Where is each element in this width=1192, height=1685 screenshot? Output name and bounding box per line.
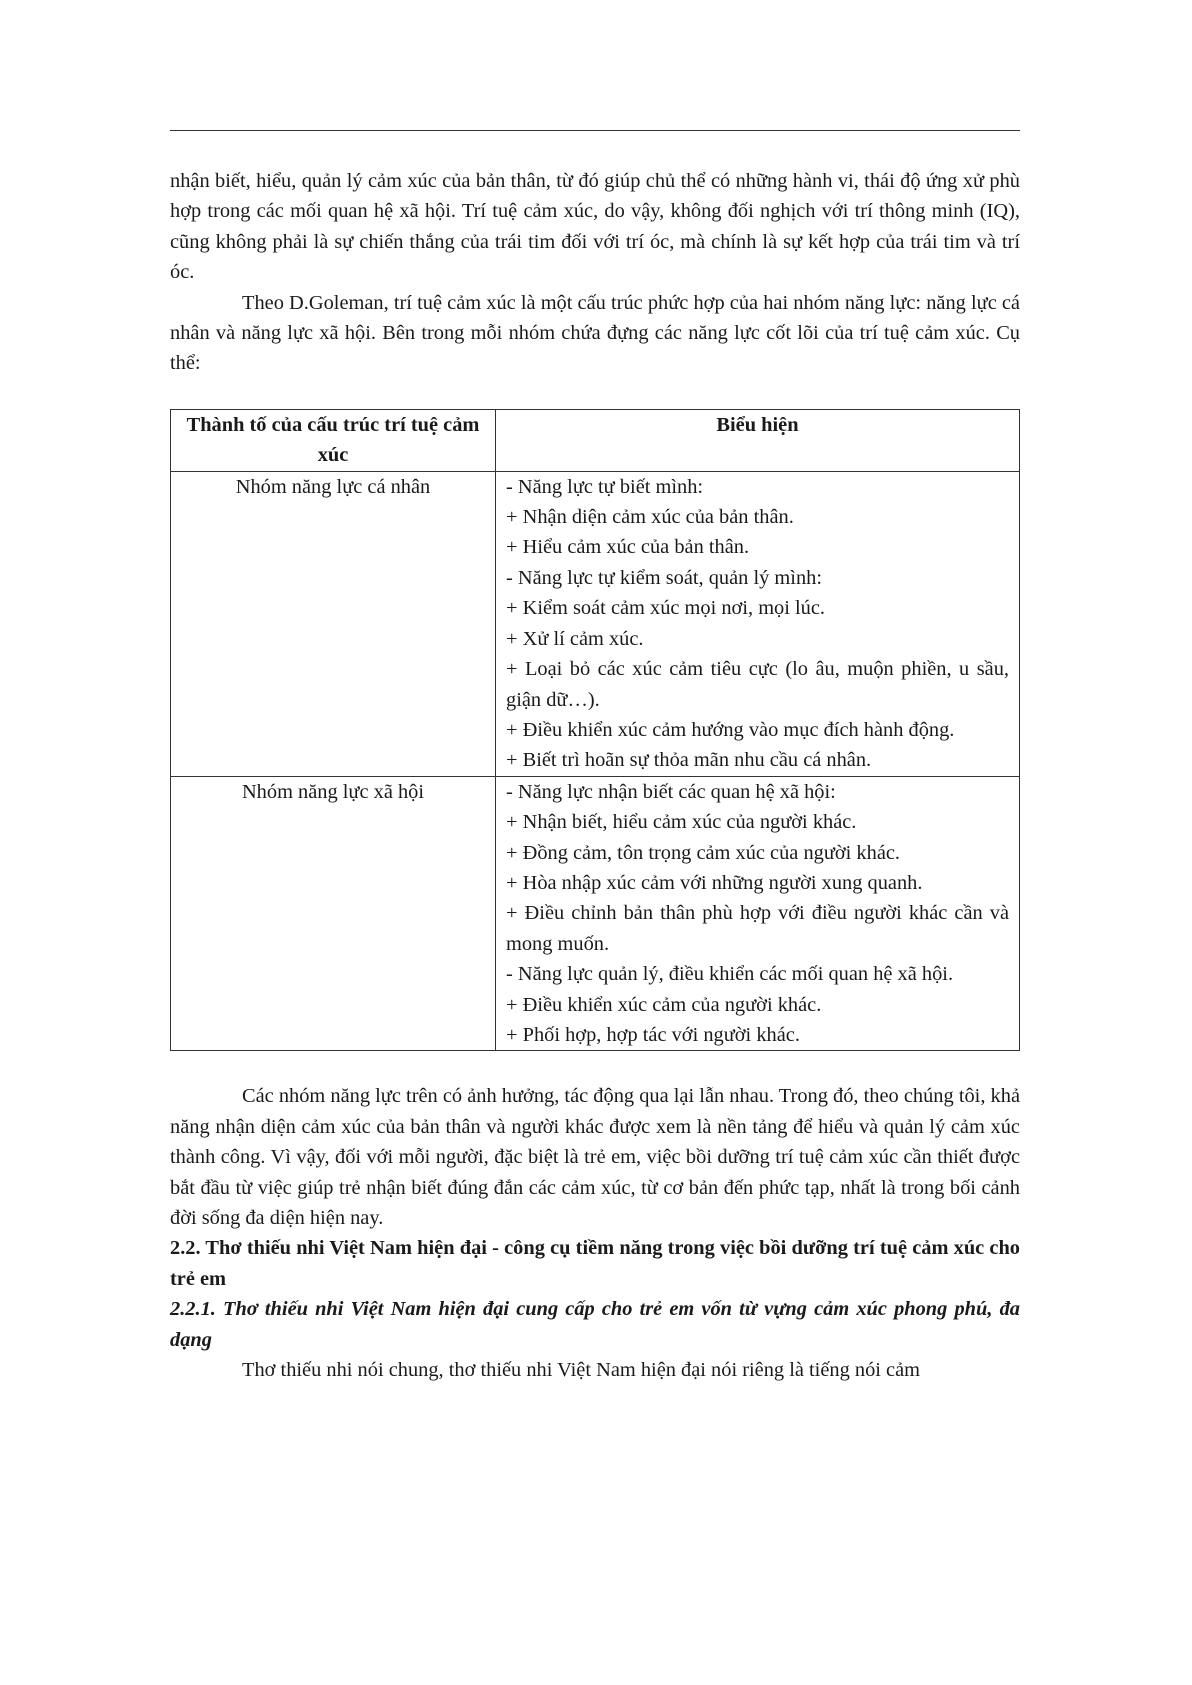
table-group-personal: Nhóm năng lực cá nhân [171,471,496,776]
section-heading-2-2: 2.2. Thơ thiếu nhi Việt Nam hiện đại - công cụ tiềm năng trong việc bồi dưỡng trí tuệ cảm xúc cho trẻ em [170,1237,1020,1290]
table-header-row [171,409,1020,471]
table-line: + Hòa nhập xúc cảm với những người xung quanh. [506,871,923,894]
table-expressions-social [496,776,1020,1051]
page-content [170,166,1020,1385]
final-paragraph: Thơ thiếu nhi nói chung, thơ thiếu nhi Việt Nam hiện đại nói riêng là tiếng nói cảm [242,1359,920,1382]
table-line: + Xử lí cảm xúc. [506,627,644,650]
table-line: + Điều khiển xúc cảm hướng vào mục đích hành động. [506,718,955,741]
table-line: + Hiểu cảm xúc của bản thân. [506,536,750,559]
table-row [171,776,1020,1051]
table-line: + Đồng cảm, tôn trọng cảm xúc của người khác. [506,841,901,864]
table-line: - Năng lực tự kiểm soát, quản lý mình: [506,566,823,589]
table-line: + Điều khiển xúc cảm của người khác. [506,993,822,1016]
table-line: + Phối hợp, hợp tác với người khác. [506,1023,800,1046]
table-line: + Loại bỏ các xúc cảm tiêu cực (lo âu, muộn phiền, u sầu, giận dữ…). [506,658,1009,711]
table-line: - Năng lực nhận biết các quan hệ xã hội: [506,780,836,803]
table-header-component: Thành tố của cấu trúc trí tuệ cảm xúc [171,409,496,471]
after-table-paragraph: Các nhóm năng lực trên có ảnh hưởng, tác động qua lại lẫn nhau. Trong đó, theo chúng tôi, khả năng nhận diện cảm xúc của bản thân và người khác được xem là nền tảng để hiểu và quản lý cảm xúc thành công. Vì vậy, đối với mỗi người, đặc biệt là trẻ em, việc bồi dưỡng trí tuệ cảm xúc cần thiết được bắt đầu từ việc giúp trẻ nhận biết đúng đắn các cảm xúc, từ cơ bản đến phức tạp, nhất là trong bối cảnh đời sống đa diện hiện nay. [170,1085,1020,1229]
table-line: + Nhận biết, hiểu cảm xúc của người khác. [506,811,857,834]
intro-paragraph-2: Theo D.Goleman, trí tuệ cảm xúc là một cấu trúc phức hợp của hai nhóm năng lực: năng lực cá nhân và năng lực xã hội. Bên trong mỗi nhóm chứa đựng các năng lực cốt lõi của trí tuệ cảm xúc. Cụ thể: [170,291,1020,375]
table-line: + Biết trì hoãn sự thỏa mãn nhu cầu cá nhân. [506,749,872,772]
table-row [171,471,1020,776]
intro-paragraph-1: nhận biết, hiểu, quản lý cảm xúc của bản thân, từ đó giúp chủ thể có những hành vi, thái độ ứng xử phù hợp trong các mối quan hệ xã hội. Trí tuệ cảm xúc, do vậy, không đối nghịch với trí thông minh (IQ), cũng không phải là sự chiến thắng của trái tim đối với trí óc, mà chính là sự kết hợp của trái tim và trí óc. [170,170,1020,284]
table-line: + Nhận diện cảm xúc của bản thân. [506,506,794,529]
section-heading-2-2-1: 2.2.1. Thơ thiếu nhi Việt Nam hiện đại cung cấp cho trẻ em vốn từ vựng cảm xúc phong phú, đa dạng [170,1298,1020,1351]
table-line: + Điều chỉnh bản thân phù hợp với điều người khác cần và mong muốn. [506,902,1009,955]
table-expressions-personal [496,471,1020,776]
table-line: + Kiểm soát cảm xúc mọi nơi, mọi lúc. [506,597,826,620]
table-line: - Năng lực tự biết mình: [506,475,704,498]
header-rule [170,130,1020,131]
table-header-expression: Biểu hiện [496,409,1020,471]
table-group-social: Nhóm năng lực xã hội [171,776,496,1051]
ei-structure-table [170,409,1020,1052]
table-line: - Năng lực quản lý, điều khiển các mối quan hệ xã hội. [506,963,954,986]
